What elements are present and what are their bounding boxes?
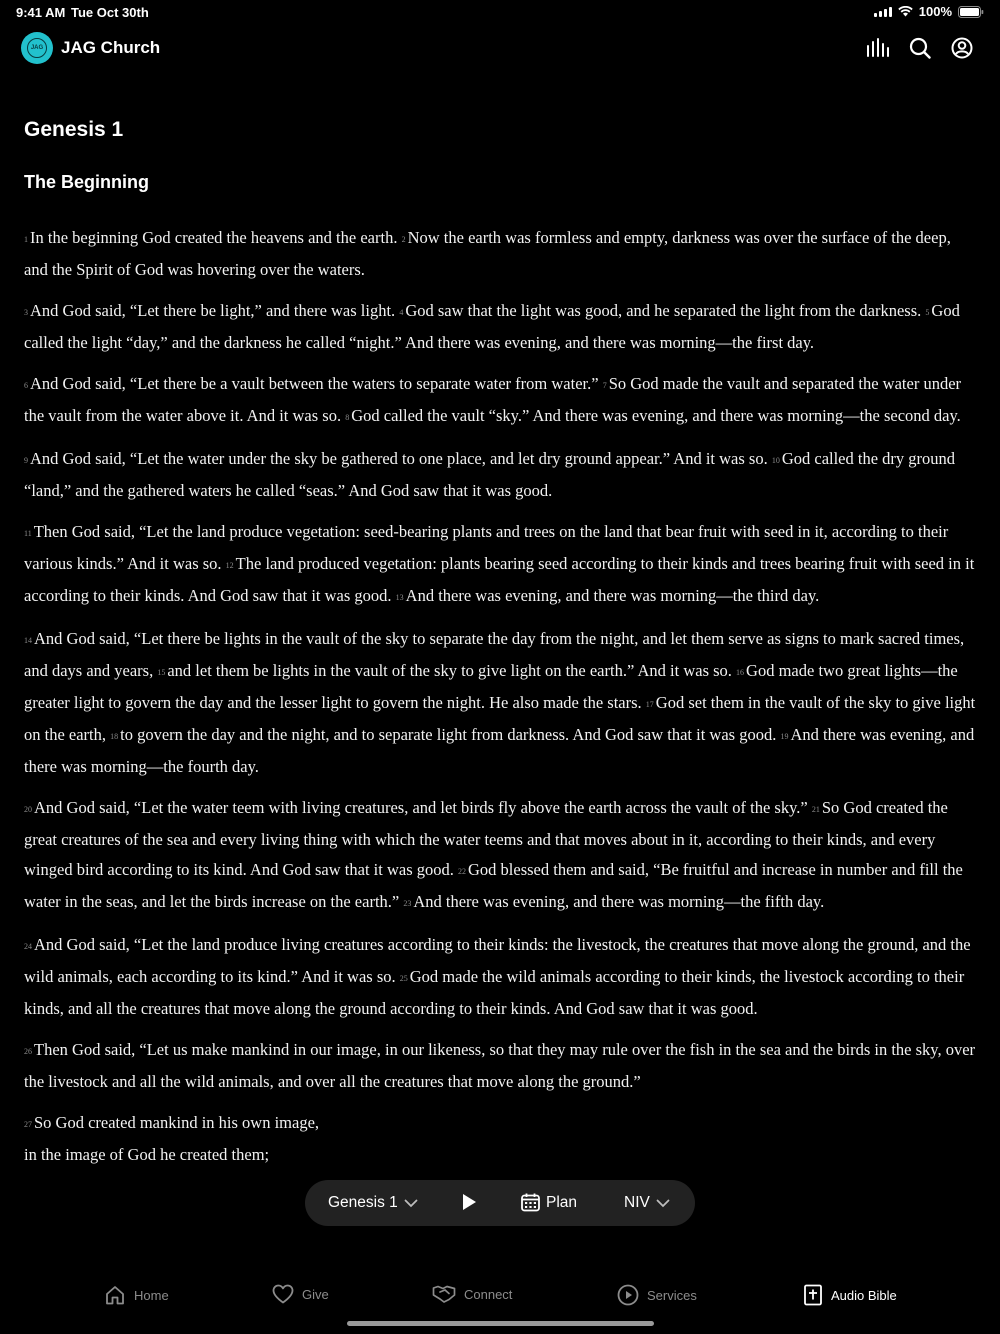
paragraph [24, 223, 976, 285]
verse-text[interactable]: Then God said, “Let us make mankind in our image, in our likeness, so that they may rule over the fish in the sea and the birds in the sky, over the livestock and all the wild animals, and over all the creatures that move along the ground.” [24, 1040, 976, 1091]
tab-home[interactable] [104, 1284, 169, 1306]
tab-connect-label: Connect [464, 1286, 513, 1302]
verse-number[interactable]: 11 [24, 529, 32, 538]
status-time: 9:41 AM [16, 5, 66, 20]
verse-number[interactable]: 8 [345, 413, 350, 422]
tab-connect[interactable] [432, 1284, 512, 1304]
status-indicators [874, 4, 984, 19]
poetry-line[interactable] [24, 1108, 976, 1140]
verse-text[interactable]: God made the wild animals according to their kinds, the livestock according to their kinds, and all the creatures that move along the ground according to their kinds. And God saw that it was good. [24, 967, 965, 1018]
tab-home-label: Home [134, 1287, 169, 1303]
paragraph [24, 1035, 976, 1097]
chevron-down-icon [656, 1199, 670, 1208]
verse-number[interactable]: 16 [736, 668, 745, 677]
audio-bars-icon[interactable] [866, 36, 890, 60]
tab-give-label: Give [302, 1286, 329, 1302]
chapter-selector[interactable] [328, 1194, 418, 1212]
heart-icon [272, 1284, 294, 1304]
verse-text[interactable]: God called the dry ground “land,” and the gathered waters he called “seas.” And God saw that it was good. [24, 449, 956, 500]
verse-number[interactable]: 24 [24, 942, 32, 951]
verse-text[interactable]: The land produced vegetation: plants bearing seed according to their kinds and trees bearing fruit with seed in it according to their kinds. And God saw that it was good. [24, 554, 975, 605]
verse-number[interactable]: 10 [771, 456, 780, 465]
verse-text[interactable]: God set them in the vault of the sky to give light on the earth, [24, 693, 976, 744]
paragraph [24, 930, 976, 1024]
verse-text[interactable]: in the image of God he created them; [24, 1145, 270, 1164]
verse-number[interactable]: 12 [225, 561, 234, 570]
verse-text[interactable]: Now the earth was formless and empty, darkness was over the surface of the deep, and the Spirit of God was hovering over the waters. [24, 228, 951, 279]
search-icon[interactable] [908, 36, 932, 60]
verse-text[interactable]: God called the light “day,” and the darkness he called “night.” And there was evening, and there was morning—the first day. [24, 301, 960, 352]
verse-number[interactable]: 19 [780, 732, 789, 741]
play-button[interactable] [461, 1193, 477, 1211]
verse-number[interactable]: 26 [24, 1047, 32, 1056]
cellular-signal-icon [874, 6, 892, 17]
paragraph [24, 624, 976, 782]
verse-text[interactable]: And God said, “Let the water under the sky be gathered to one place, and let dry ground appear.” And it was so. [30, 449, 768, 468]
tab-give[interactable] [272, 1284, 329, 1304]
home-icon [104, 1284, 126, 1306]
verse-number[interactable]: 3 [24, 308, 28, 317]
verse-number[interactable]: 13 [395, 593, 404, 602]
bottom-tab-bar [0, 1278, 1000, 1318]
verse-number[interactable]: 9 [24, 456, 28, 465]
chapter-title: Genesis 1 [24, 118, 124, 141]
bible-reader[interactable] [24, 110, 976, 1272]
verse-number[interactable]: 20 [24, 805, 32, 814]
verse-text[interactable]: In the beginning God created the heavens and the earth. [30, 228, 398, 247]
verse-text[interactable]: And there was evening, and there was morning—the fourth day. [24, 725, 975, 776]
verse-number[interactable]: 6 [24, 381, 28, 390]
status-date: Tue Oct 30th [71, 5, 149, 20]
verse-number[interactable]: 21 [811, 805, 820, 814]
paragraph [24, 517, 976, 613]
verse-text[interactable]: And God said, “Let there be a vault between the waters to separate water from water.” [30, 374, 599, 393]
section-title: The Beginning [24, 172, 149, 192]
verse-text[interactable]: God saw that the light was good, and he separated the light from the darkness. [405, 301, 922, 320]
verse-number[interactable]: 15 [157, 668, 166, 677]
verse-number[interactable]: 4 [399, 308, 404, 317]
bible-icon [803, 1284, 823, 1306]
verse-text[interactable]: So God created the great creatures of the sea and every living thing with which the water teems and that moves about in it, according to their kinds, and every winged bird according to its kind. And God saw that it was good. [24, 798, 948, 879]
church-logo[interactable] [21, 32, 53, 64]
logo-text: JAG [27, 38, 47, 58]
verse-number[interactable]: 7 [602, 381, 607, 390]
poetry-line[interactable] [24, 1140, 976, 1170]
paragraph [24, 444, 976, 506]
verse-text[interactable]: And God said, “Let the water teem with living creatures, and let birds fly above the earth across the vault of the sky.” [34, 798, 808, 817]
verse-text[interactable]: and let them be lights in the vault of the sky to give light on the earth.” And it was so. [167, 661, 732, 680]
verse-text[interactable]: So God created mankind in his own image, [34, 1113, 320, 1132]
verse-text[interactable]: God made two great lights—the greater light to govern the day and the lesser light to govern the night. He also made the stars. [24, 661, 958, 712]
calendar-icon [521, 1193, 540, 1212]
audio-player-bar [305, 1180, 695, 1226]
version-selector[interactable] [624, 1194, 670, 1212]
plan-button[interactable] [521, 1193, 577, 1212]
verse-text[interactable]: So God made the vault and separated the water under the vault from the water above it. And it was so. [24, 374, 962, 425]
verse-text[interactable]: Then God said, “Let the land produce vegetation: seed-bearing plants and trees on the land that bear fruit with seed in it, according to their various kinds.” And it was so. [24, 522, 949, 573]
verse-text[interactable]: to govern the day and the night, and to separate light from darkness. And God saw that it was good. [120, 725, 777, 744]
home-indicator [347, 1321, 654, 1326]
verse-number[interactable]: 17 [645, 700, 654, 709]
verse-text[interactable]: And there was evening, and there was morning—the third day. [405, 586, 820, 605]
wifi-icon [898, 6, 913, 17]
paragraph [24, 369, 976, 433]
battery-icon [958, 6, 984, 18]
plan-label: Plan [546, 1193, 578, 1211]
tab-audio-bible-label: Audio Bible [831, 1287, 897, 1303]
play-icon [461, 1193, 477, 1211]
verse-number[interactable]: 14 [24, 636, 32, 645]
verse-number[interactable]: 1 [24, 235, 28, 244]
verse-text[interactable]: And God said, “Let the land produce living creatures according to their kinds: the livestock, the creatures that move along the ground, and the wild animals, each according to its kind.” And it was so. [24, 935, 971, 986]
verse-number[interactable]: 5 [925, 308, 930, 317]
play-circle-icon [617, 1284, 639, 1306]
account-icon[interactable] [950, 36, 974, 60]
tab-audio-bible[interactable] [803, 1284, 897, 1306]
status-bar [0, 0, 1000, 24]
verse-text[interactable]: God called the vault “sky.” And there was evening, and there was morning—the second day. [351, 406, 961, 425]
paragraph [24, 296, 976, 358]
header-actions [866, 36, 974, 60]
app-name: JAG Church [61, 38, 161, 57]
verse-number[interactable]: 22 [458, 867, 466, 876]
verse-text[interactable]: And there was evening, and there was morning—the fifth day. [413, 892, 825, 911]
tab-services[interactable] [617, 1284, 697, 1306]
verse-number[interactable]: 23 [403, 899, 412, 908]
version-label: NIV [624, 1194, 650, 1211]
chapter-selector-label: Genesis 1 [328, 1194, 398, 1211]
paragraph [24, 793, 976, 919]
verse-text[interactable]: And God said, “Let there be lights in the vault of the sky to separate the day from the night, and let them serve as signs to mark sacred times, and days and years, [24, 629, 965, 680]
passage-text [24, 223, 976, 1170]
poetry-block [24, 1108, 976, 1170]
verse-number[interactable]: 2 [401, 235, 406, 244]
handshake-icon [432, 1284, 456, 1304]
battery-percent: 100% [918, 4, 952, 19]
verse-text[interactable]: God blessed them and said, “Be fruitful and increase in number and fill the water in the seas, and let the birds increase on the earth.” [24, 860, 963, 911]
chevron-down-icon [404, 1199, 418, 1208]
verse-number[interactable]: 27 [24, 1120, 32, 1129]
verse-number[interactable]: 25 [399, 974, 408, 983]
app-header [0, 28, 1000, 68]
verse-text[interactable]: And God said, “Let there be light,” and there was light. [30, 301, 396, 320]
verse-number[interactable]: 18 [110, 732, 119, 741]
tab-services-label: Services [647, 1287, 697, 1303]
